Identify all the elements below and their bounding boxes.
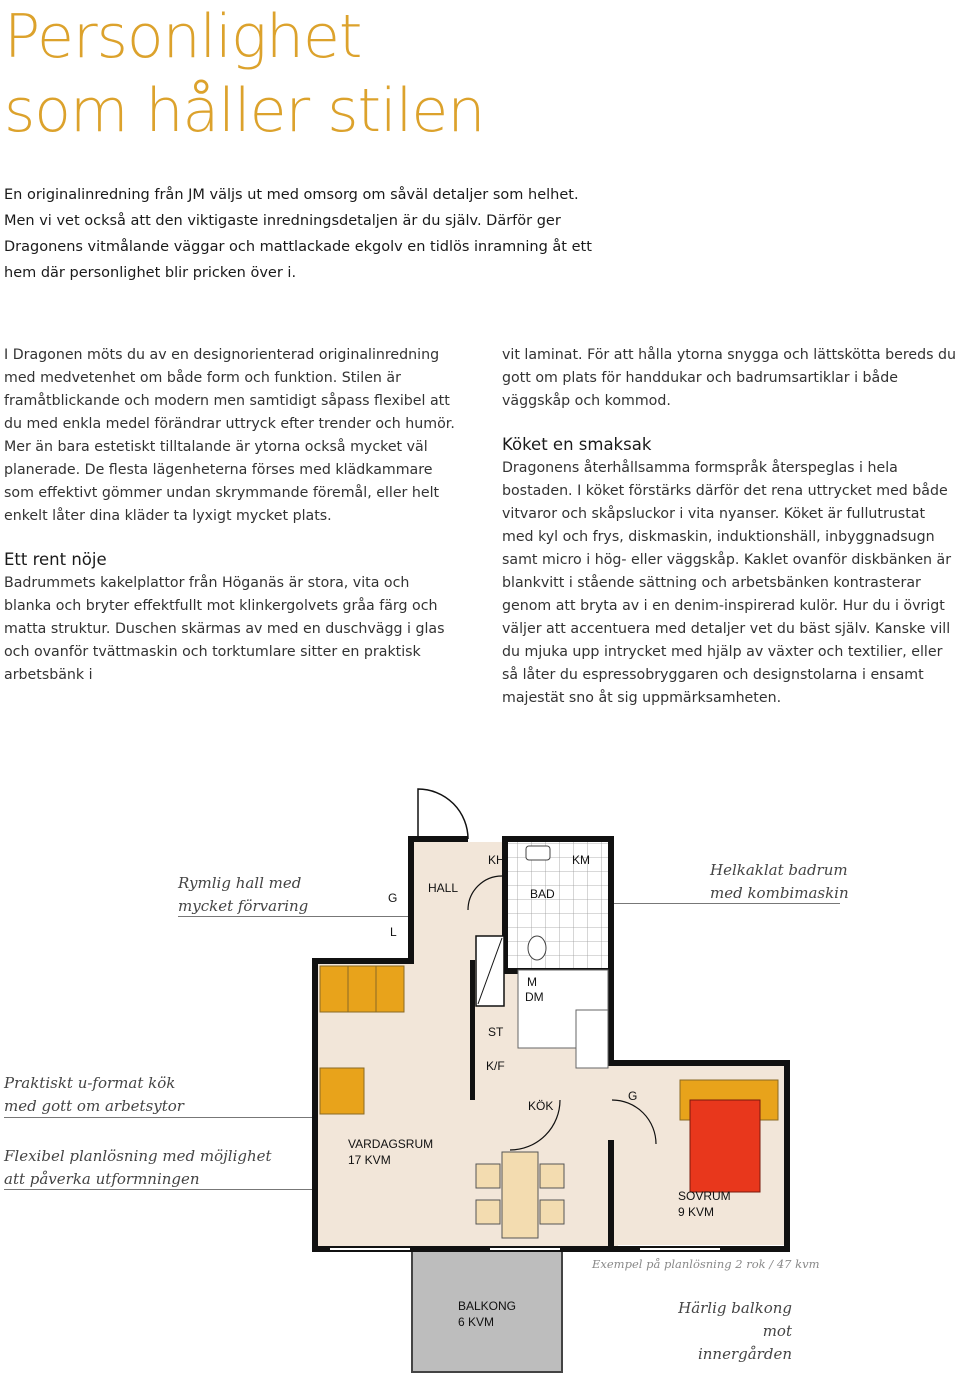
label-kh: KH bbox=[488, 853, 505, 867]
wall-kitchen-west bbox=[470, 960, 475, 1100]
wall-bedroom-west bbox=[608, 1140, 614, 1250]
wardrobe-2 bbox=[348, 966, 376, 1012]
bathroom-tiles bbox=[508, 842, 608, 970]
example-note: Exempel på planlösning 2 rok / 47 kvm bbox=[592, 1257, 820, 1271]
wardrobe-4 bbox=[320, 1068, 364, 1114]
left-paragraph-2: Badrummets kakelplattor från Höganäs är stora, vita och blanka och bryter effektfullt mot klinkergolvets gråa färg och matta struktur. Duschen skärmas av med en duschvägg i glas och ovanför tvättmaskin och torktumlare sitter en praktisk arbetsbänk i bbox=[4, 575, 445, 683]
title-line-1: Personlighet bbox=[4, 2, 362, 72]
caption-hall-line-1: Rymlig hall med bbox=[178, 874, 302, 892]
left-column bbox=[4, 344, 459, 687]
wall-bath-north bbox=[508, 836, 614, 842]
caption-bathroom-line-2: med kombimaskin bbox=[710, 884, 849, 902]
wall-bath-east bbox=[608, 836, 614, 1064]
left-paragraph-1: I Dragonen möts du av en designorienterad originalinredning med medvetenhet om både form och funktion. Stilen är framåtblickande och modern men samtidigt såpass flexibel att du med enkla medel förändrar uttryck efter trender och humör. Mer än bara estetiskt tilltalande är ytorna också mycket väl planerade. De flesta lägenheterna förses med klädkammare som effektivt gömmer undan skrymmande föremål, eller helt enkelt låter dina kläder ta lyxigt mycket plats. bbox=[4, 347, 455, 524]
caption-flexible-line-1: Flexibel planlösning med möjlighet bbox=[4, 1147, 272, 1165]
kitchen-heading: Köket en smaksak bbox=[502, 435, 652, 454]
sink bbox=[526, 846, 550, 860]
wardrobe-1 bbox=[320, 966, 348, 1012]
floor-plan bbox=[0, 760, 960, 1374]
label-dm: DM bbox=[525, 990, 544, 1004]
chair-2 bbox=[476, 1200, 500, 1224]
right-paragraph-2: Dragonens återhållsamma formspråk återspeglas i hela bostaden. I köket förstärks därför det rena uttrycket med både vitvaror och skåpsluckor i vita nyanser. Köket är fullutrustat med kyl och frys, diskmaskin, induktionshäll, inbyggnadsugn samt micro i hög- eller väggskåp. Kaklet ovanför diskbänken är blankvitt i stående sättning och arbetsbänken kontrasterar genom att bryta av i en denim-inspirerad kulör. Hur du i övrigt väljer att accentuera med detaljer vet du bäst själv. Kanske vill du mjuka upp intrycket med hjälp av växter och textilier, eller så låter du espressobryggaren och designstolarna i ensamt majestät sno åt sig uppmärksamheten. bbox=[502, 460, 952, 706]
label-balkong: BALKONG bbox=[458, 1299, 517, 1313]
label-km: KM bbox=[572, 853, 590, 867]
chair-3 bbox=[540, 1164, 564, 1188]
label-sovrum: SOVRUM bbox=[678, 1189, 731, 1203]
chair-4 bbox=[540, 1200, 564, 1224]
label-vardagsrum-area: 17 KVM bbox=[348, 1153, 391, 1167]
caption-kitchen-line-1: Praktiskt u-format kök bbox=[4, 1074, 176, 1092]
wall-living-west bbox=[312, 958, 318, 1252]
label-bad: BAD bbox=[530, 887, 555, 901]
wall-bedroom-east bbox=[784, 1060, 790, 1252]
caption-flexible-line-2: att påverka utformningen bbox=[4, 1170, 200, 1188]
right-paragraph-1: vit laminat. För att hålla ytorna snygga och lättskötta bereds du gott om plats för handdukar och badrumsartiklar i både väggskåp och kommod. bbox=[502, 347, 957, 409]
label-kok: KÖK bbox=[528, 1099, 554, 1113]
chair-1 bbox=[476, 1164, 500, 1188]
label-sovrum-area: 9 KVM bbox=[678, 1205, 715, 1219]
caption-hall-line-2: mycket förvaring bbox=[178, 897, 309, 915]
bathroom-heading: Ett rent nöje bbox=[4, 550, 107, 569]
wardrobe-3 bbox=[376, 966, 404, 1012]
label-g: G bbox=[388, 891, 398, 905]
intro-paragraph: En originalinredning från JM väljs ut med omsorg om såväl detaljer som helhet. Men vi vet också att den viktigaste inredningsdetaljen är du själv. Därför ger Dragonens vitmålande väggar och mattlackade ekgolv en tidlös inramning åt ett hem där personlighet blir pricken över i. bbox=[4, 187, 592, 281]
label-hall: HALL bbox=[428, 881, 459, 895]
toilet bbox=[528, 936, 546, 960]
caption-balcony-line-2: innergården bbox=[697, 1345, 792, 1363]
caption-kitchen-line-2: med gott om arbetsytor bbox=[4, 1097, 184, 1115]
caption-balcony-line-1: Härlig balkong mot bbox=[678, 1299, 792, 1340]
label-g2: G bbox=[628, 1089, 638, 1103]
wall-living-north bbox=[312, 958, 414, 964]
dining-table bbox=[502, 1152, 538, 1238]
label-l: L bbox=[390, 925, 397, 939]
label-vardagsrum: VARDAGSRUM bbox=[348, 1137, 434, 1151]
entrance-door bbox=[418, 789, 468, 839]
caption-bathroom-line-1: Helkaklat badrum bbox=[710, 861, 848, 879]
label-st: ST bbox=[488, 1025, 504, 1039]
title-line-2: som håller stilen bbox=[4, 76, 485, 146]
wall-hall-west bbox=[408, 836, 414, 964]
label-m: M bbox=[527, 975, 537, 989]
page-title bbox=[4, 0, 484, 148]
label-balkong-area: 6 KVM bbox=[458, 1315, 495, 1329]
bed bbox=[690, 1100, 760, 1192]
right-column bbox=[502, 344, 957, 710]
wall-hall-north-a bbox=[408, 836, 468, 842]
label-kf: K/F bbox=[486, 1059, 505, 1073]
wall-bedroom-north bbox=[608, 1060, 790, 1066]
kitchen-counter-side bbox=[576, 1010, 608, 1068]
